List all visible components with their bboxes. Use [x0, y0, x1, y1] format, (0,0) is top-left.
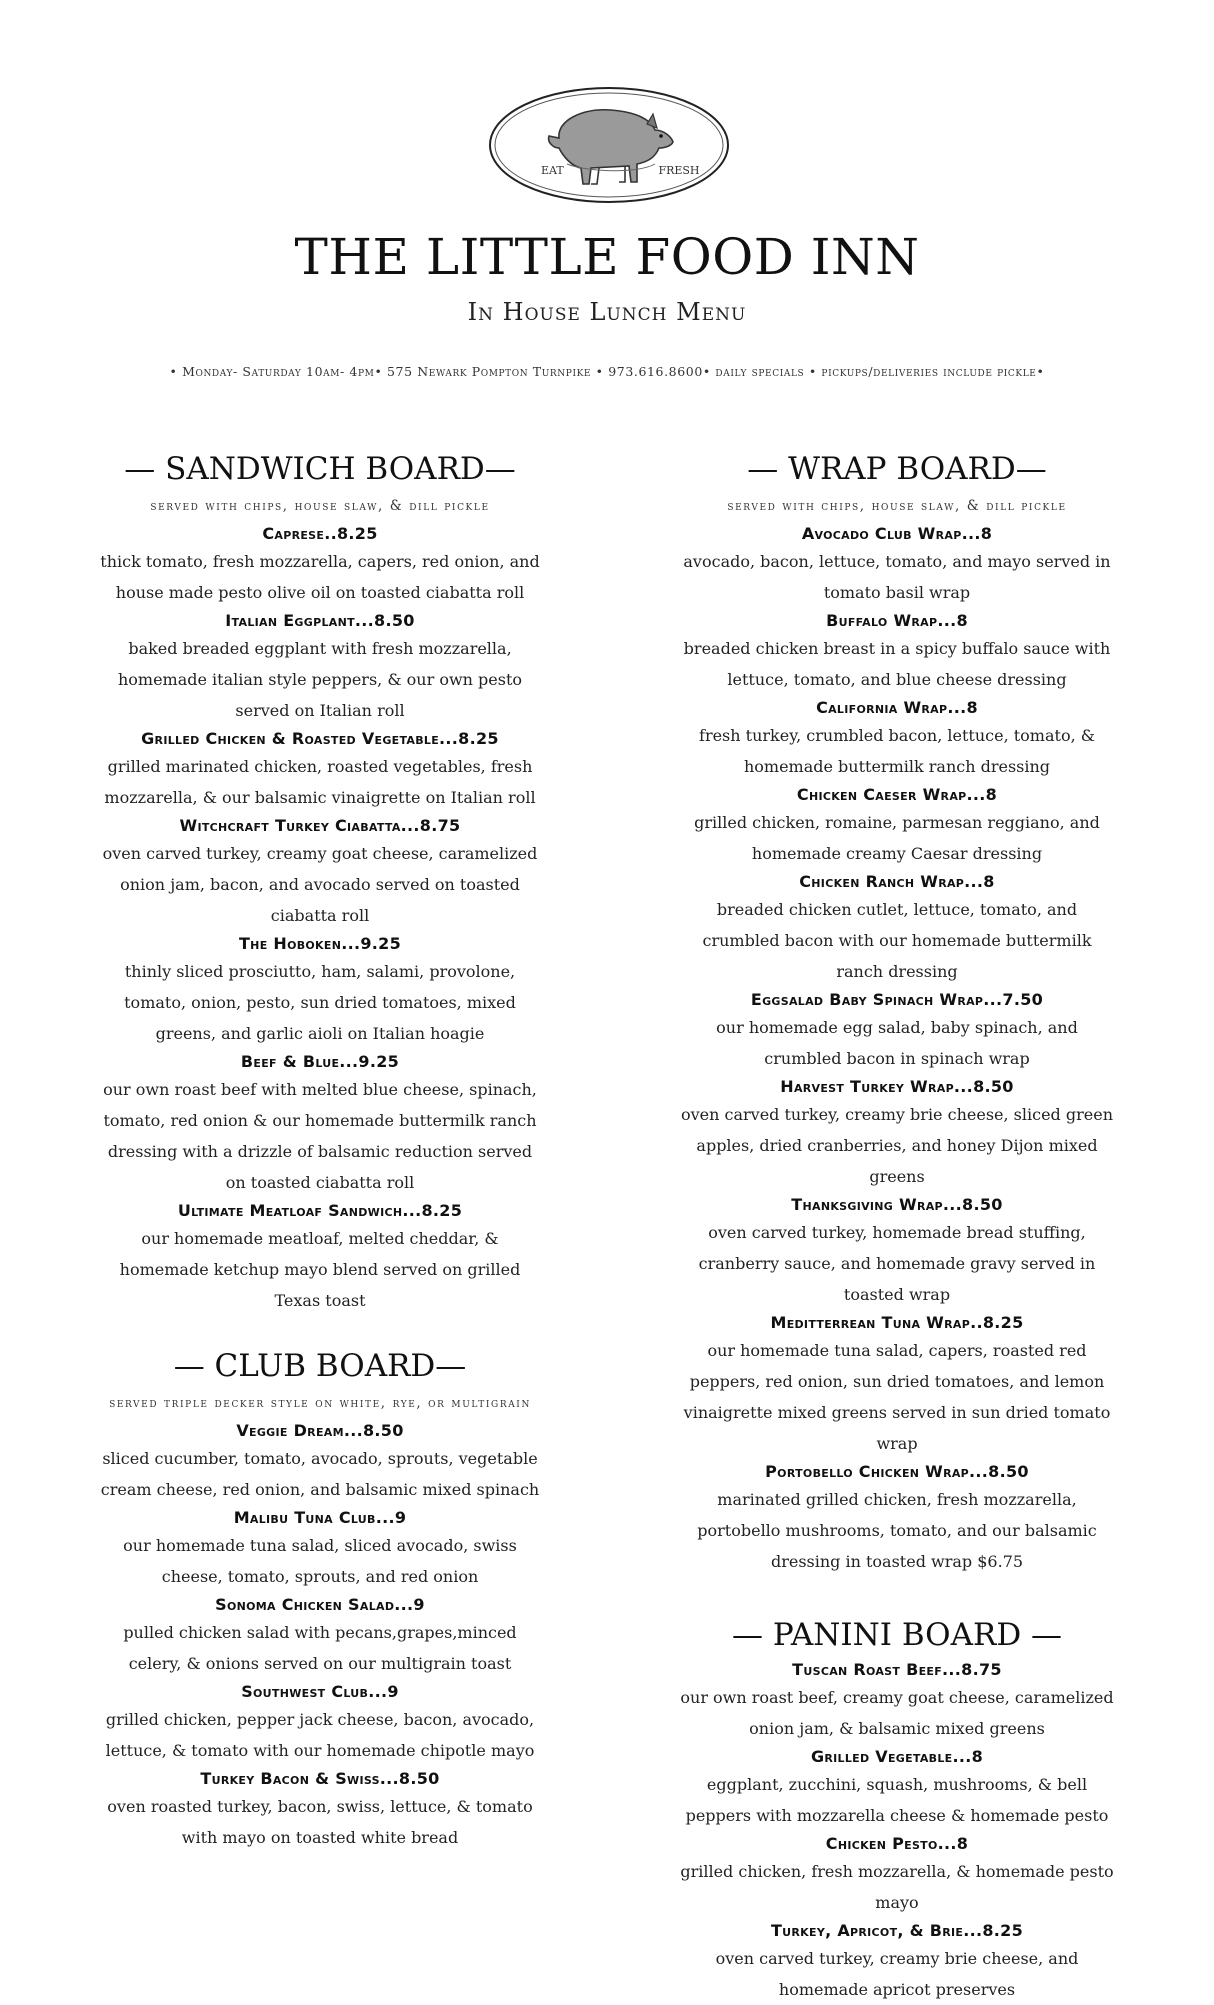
- page-title: THE LITTLE FOOD INN: [294, 228, 920, 286]
- menu-item-desc: baked breaded eggplant with fresh mozzarella, homemade italian style peppers, & our own pesto served on Italian roll: [117, 639, 523, 720]
- menu-item-desc: oven carved turkey, homemade bread stuffing, cranberry sauce, and homemade gravy served in toasted wrap: [698, 1223, 1096, 1304]
- menu-item-desc: our own roast beef with melted blue cheese, spinach, tomato, red onion & our homemade buttermilk ranch dressing with a drizzle of balsamic reduction served on toasted ciabatta roll: [103, 1080, 537, 1192]
- club-board-title: — CLUB BOARD—: [173, 1348, 467, 1384]
- section-spacer: [100, 1316, 540, 1344]
- menu-item-name: Southwest Club...9: [241, 1682, 399, 1701]
- menu-item-desc: thinly sliced prosciutto, ham, salami, provolone, tomato, onion, pesto, sun dried tomatoes, mixed greens, and garlic aioli on Italian hoagie: [124, 962, 516, 1043]
- menu-item-name: The Hoboken...9.25: [238, 934, 402, 953]
- right-column: [677, 447, 1117, 2005]
- menu-item-desc: grilled chicken, romaine, parmesan reggiano, and homemade creamy Caesar dressing: [694, 813, 1100, 863]
- menu-item-desc: our homemade meatloaf, melted cheddar, & homemade ketchup mayo blend served on grilled Texas toast: [119, 1229, 521, 1310]
- menu-item-desc: oven roasted turkey, bacon, swiss, lettuce, & tomato with mayo on toasted white bread: [107, 1797, 533, 1847]
- panini-board-title: — PANINI BOARD —: [731, 1617, 1063, 1653]
- menu-item-name: Grilled Vegetable...8: [810, 1747, 984, 1766]
- pig-logo: [487, 84, 731, 206]
- menu-item-desc: fresh turkey, crumbled bacon, lettuce, tomato, & homemade buttermilk ranch dressing: [699, 726, 1095, 776]
- left-column: [100, 447, 540, 1853]
- menu-item-name: Harvest Turkey Wrap...8.50: [780, 1077, 1014, 1096]
- menu-item-desc: marinated grilled chicken, fresh mozzarella, portobello mushrooms, tomato, and our balsamic dressing in toasted wrap $6.75: [697, 1490, 1097, 1571]
- menu-item-desc: oven carved turkey, creamy brie cheese, and homemade apricot preserves: [715, 1949, 1079, 1999]
- menu-item-name: California Wrap...8: [816, 698, 978, 717]
- logo-text-left: EAT: [541, 164, 564, 177]
- menu-item-name: Thanksgiving Wrap...8.50: [791, 1195, 1003, 1214]
- menu-item-name: Turkey, Apricot, & Brie...8.25: [770, 1921, 1024, 1940]
- menu-item-name: Portobello Chicken Wrap...8.50: [765, 1462, 1029, 1481]
- menu-item-name: Sonoma Chicken Salad...9: [215, 1595, 425, 1614]
- sandwich-board-note: served with chips, house slaw, & dill pickle: [150, 498, 490, 514]
- menu-item-name: Chicken Caeser Wrap...8: [796, 785, 998, 804]
- menu-item-desc: eggplant, zucchini, squash, mushrooms, & bell peppers with mozzarella cheese & homemade pesto: [685, 1775, 1109, 1825]
- menu-item-name: Chicken Ranch Wrap...8: [799, 872, 995, 891]
- menu-item-name: Malibu Tuna Club...9: [233, 1508, 407, 1527]
- section-spacer: [677, 1577, 1117, 1613]
- menu-item-desc: breaded chicken breast in a spicy buffalo sauce with lettuce, tomato, and blue cheese dressing: [683, 639, 1111, 689]
- menu-item-name: Italian Eggplant...8.50: [225, 611, 415, 630]
- menu-item-desc: sliced cucumber, tomato, avocado, sprouts, vegetable cream cheese, red onion, and balsamic mixed spinach: [100, 1449, 540, 1499]
- menu-item-desc: grilled chicken, pepper jack cheese, bacon, avocado, lettuce, & tomato with our homemade chipotle mayo: [105, 1710, 535, 1760]
- menu-item-name: Turkey Bacon & Swiss...8.50: [200, 1769, 440, 1788]
- menu-item-desc: grilled chicken, fresh mozzarella, & homemade pesto mayo: [680, 1862, 1114, 1912]
- menu-item-name: Tuscan Roast Beef...8.75: [792, 1660, 1002, 1679]
- sandwich-board-title: — SANDWICH BOARD—: [124, 451, 516, 487]
- menu-item-desc: avocado, bacon, lettuce, tomato, and mayo served in tomato basil wrap: [683, 552, 1111, 602]
- menu-subtitle: In House Lunch Menu: [467, 298, 747, 326]
- menu-item-name: Buffalo Wrap...8: [826, 611, 968, 630]
- menu-item-desc: our homemade tuna salad, capers, roasted red peppers, red onion, sun dried tomatoes, and lemon vinaigrette mixed greens served in sun dried tomato wrap: [683, 1341, 1111, 1453]
- menu-item-name: Avocado Club Wrap...8: [801, 524, 993, 543]
- wrap-board-note: served with chips, house slaw, & dill pickle: [727, 498, 1067, 514]
- menu-item-desc: oven carved turkey, creamy brie cheese, sliced green apples, dried cranberries, and honey Dijon mixed greens: [680, 1105, 1113, 1186]
- club-board-note: served triple decker style on white, rye, or multigrain: [109, 1395, 531, 1411]
- menu-item-desc: thick tomato, fresh mozzarella, capers, red onion, and house made pesto olive oil on toasted ciabatta roll: [100, 552, 540, 602]
- menu-item-desc: our homemade egg salad, baby spinach, and crumbled bacon in spinach wrap: [716, 1018, 1078, 1068]
- menu-item-name: Beef & Blue...9.25: [240, 1052, 400, 1071]
- info-line: • Monday- Saturday 10am- 4pm• 575 Newark Pompton Turnpike • 973.616.8600• daily specials • pickups/deliveries include pickle•: [169, 364, 1045, 379]
- menu-item-desc: breaded chicken cutlet, lettuce, tomato, and crumbled bacon with our homemade buttermilk ranch dressing: [702, 900, 1092, 981]
- menu-item-desc: oven carved turkey, creamy goat cheese, caramelized onion jam, bacon, and avocado served on toasted ciabatta roll: [102, 844, 538, 925]
- menu-item-name: Grilled Chicken & Roasted Vegetable...8.25: [141, 729, 499, 748]
- menu-item-desc: our own roast beef, creamy goat cheese, caramelized onion jam, & balsamic mixed greens: [680, 1688, 1114, 1738]
- menu-item-name: Eggsalad Baby Spinach Wrap...7.50: [750, 990, 1044, 1009]
- menu-item-name: Caprese..8.25: [262, 524, 378, 543]
- menu-item-name: Witchcraft Turkey Ciabatta...8.75: [179, 816, 461, 835]
- menu-item-name: Chicken Pesto...8: [825, 1834, 969, 1853]
- menu-item-desc: grilled marinated chicken, roasted vegetables, fresh mozzarella, & our balsamic vinaigrette on Italian roll: [104, 757, 536, 807]
- menu-item-name: Ultimate Meatloaf Sandwich...8.25: [177, 1201, 463, 1220]
- menu-item-name: Veggie Dream...8.50: [236, 1421, 404, 1440]
- menu-item-desc: our homemade tuna salad, sliced avocado, swiss cheese, tomato, sprouts, and red onion: [123, 1536, 517, 1586]
- wrap-board-title: — WRAP BOARD—: [747, 451, 1047, 487]
- logo-text-right: FRESH: [658, 164, 700, 177]
- menu-item-desc: pulled chicken salad with pecans,grapes,minced celery, & onions served on our multigrain toast: [123, 1623, 517, 1673]
- menu-item-name: Meditterrean Tuna Wrap..8.25: [770, 1313, 1024, 1332]
